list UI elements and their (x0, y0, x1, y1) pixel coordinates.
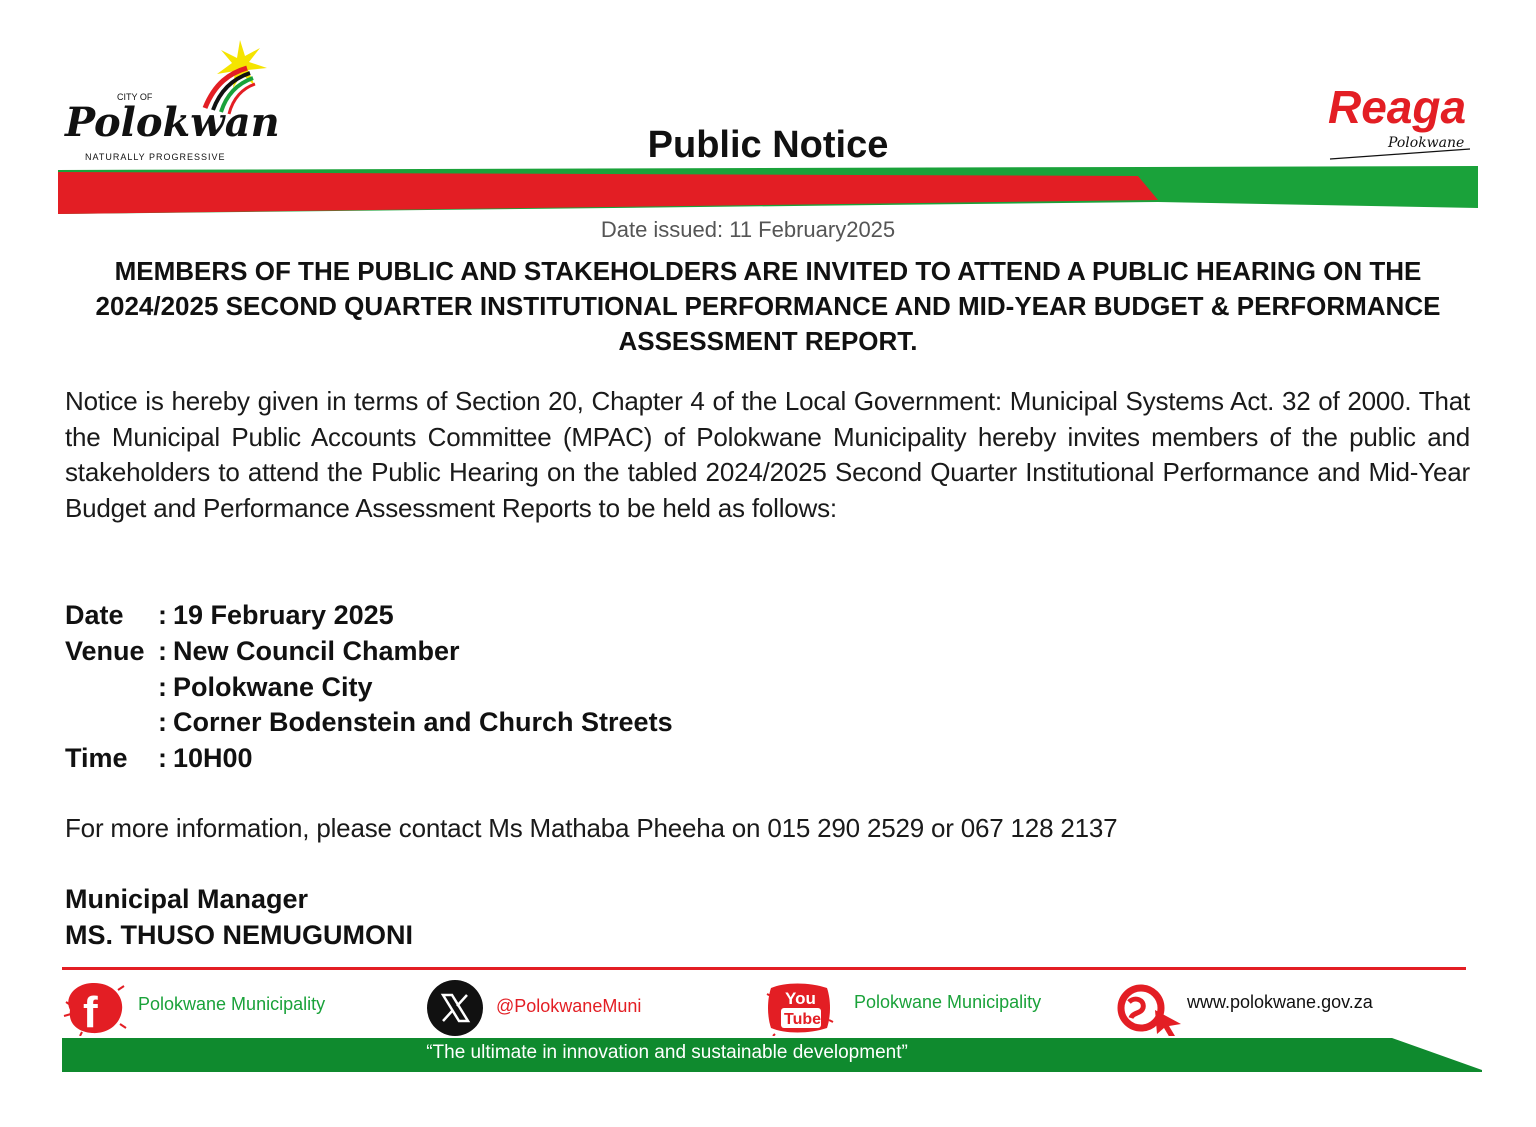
facebook-label: Polokwane Municipality (138, 994, 326, 1014)
date-issued: Date issued: 11 February2025 (600, 217, 896, 242)
logo-polokwane-text: Polokwan (65, 99, 280, 146)
separator: : (158, 600, 167, 630)
reaga-polokwane-logo (1320, 75, 1485, 165)
logo-tagline-text: NATURALLY PROGRESSIVE (85, 152, 226, 162)
date-label: Date (65, 600, 124, 630)
signatory-name: MS. THUSO NEMUGUMONI (65, 920, 413, 950)
separator: : (158, 672, 167, 702)
separator: : (158, 743, 167, 773)
detail-venue-row-3 (65, 705, 673, 741)
venue-label: Venue (65, 636, 145, 666)
venue-line-2: Polokwane City (173, 672, 373, 702)
facebook-icon (62, 980, 128, 1036)
time-label: Time (65, 743, 128, 773)
notice-headline: MEMBERS OF THE PUBLIC AND STAKEHOLDERS ARE INVITED TO ATTEND A PUBLIC HEARING ON THE 2024/2025 SECOND QUARTER INSTITUTIONAL PERFORMANCE AND MID-YEAR BUDGET & PERFORMANCE ASSESSMENT REPORT. (95, 256, 1441, 356)
time-value: 10H00 (173, 743, 253, 773)
header-colour-band (58, 166, 1478, 218)
detail-venue-row-2 (65, 670, 373, 706)
detail-time-row (65, 741, 253, 777)
globe-cursor-icon (1115, 980, 1187, 1036)
youtube-label: Polokwane Municipality (854, 992, 1042, 1012)
separator: : (158, 636, 167, 666)
notice-body: Notice is hereby given in terms of Section 20, Chapter 4 of the Local Government: Municipal Systems Act. 32 of 2000. That the Municipal Public Accounts Committee (MPAC) of Polokwane Municipality hereby invites members of the public and stakeholders to attend the Public Hearing on the tabled 2024/2025 Second Quarter Institutional Performance and Mid-Year Budget and Performance Assessment Reports to be held as follows: (65, 386, 1470, 523)
venue-line-3: Corner Bodenstein and Church Streets (173, 707, 673, 737)
logo-reaga-sub-text: Polokwane (1388, 135, 1465, 151)
youtube-link[interactable] (765, 980, 1085, 1036)
slogan: “The ultimate in innovation and sustainable development” (426, 1042, 908, 1063)
youtube-badge-tube: Tube (784, 1011, 822, 1028)
detail-venue-row (65, 634, 460, 670)
footer-divider (62, 967, 1466, 970)
logo-city-of-text: CITY OF (117, 92, 153, 102)
website-label: www.polokwane.gov.za (1187, 992, 1373, 1012)
date-value: 19 February 2025 (173, 600, 394, 630)
youtube-icon (765, 980, 835, 1036)
detail-date-row (65, 598, 394, 634)
contact-info: For more information, please contact Ms Mathaba Pheeha on 015 290 2529 or 067 128 2137 (65, 813, 1118, 843)
x-link[interactable] (425, 980, 705, 1036)
separator: : (158, 707, 167, 737)
svg-text:f: f (83, 988, 98, 1036)
youtube-badge-you: You (785, 989, 816, 1008)
facebook-link[interactable] (62, 980, 382, 1036)
signatory-title: Municipal Manager (65, 884, 309, 914)
x-label: @PolokwaneMuni (496, 996, 642, 1016)
page-title: Public Notice (647, 124, 889, 166)
website-link[interactable] (1115, 980, 1415, 1036)
x-icon (425, 980, 485, 1036)
logo-reaga-text: Reaga (1328, 81, 1467, 133)
venue-line-1: New Council Chamber (173, 636, 460, 666)
